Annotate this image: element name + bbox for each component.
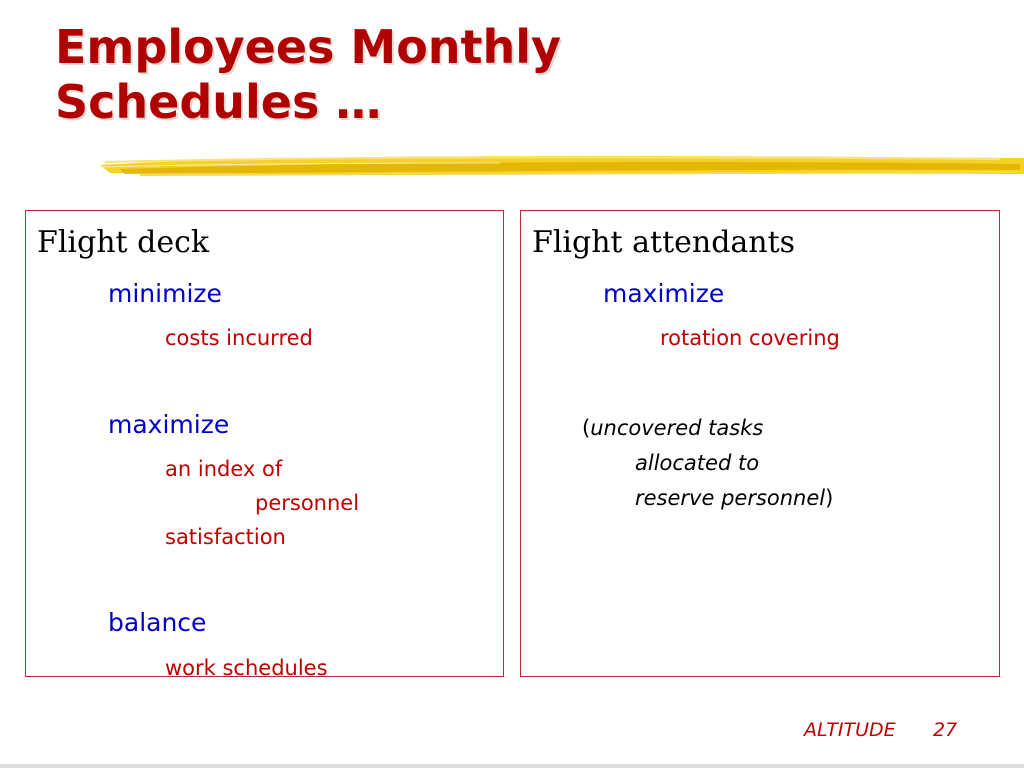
note-text-line-1: uncovered tasks [590, 416, 764, 440]
objective-target-work-schedules: work schedules [165, 656, 328, 680]
objective-verb-minimize: minimize [108, 279, 222, 308]
note-close-paren: ) [825, 486, 834, 510]
objective-target-index-line-2: personnel [255, 491, 360, 515]
note-line-1 [582, 411, 763, 446]
flight-attendants-heading: Flight attendants [532, 225, 796, 260]
flight-deck-heading: Flight deck [37, 225, 210, 260]
footer-page-number: 27 [933, 719, 958, 741]
flight-attendants-panel [520, 210, 1000, 677]
slide-title [55, 20, 561, 130]
objective-target-rotation-covering: rotation covering [660, 326, 840, 350]
flight-deck-panel [25, 210, 504, 680]
note-line-3 [635, 481, 833, 516]
slide-title-line-2: Schedules … [55, 75, 382, 130]
objective-target-index-line-1: an index of [165, 457, 283, 481]
note-line-2: allocated to [635, 451, 760, 475]
brush-stroke-divider [100, 148, 1024, 188]
objective-verb-balance: balance [108, 608, 207, 637]
footer-brand: ALTITUDE [804, 719, 896, 741]
objective-target-costs: costs incurred [165, 326, 313, 350]
objective-verb-maximize-rotation: maximize [603, 279, 725, 308]
note-open-paren: ( [582, 416, 591, 440]
note-text-line-3: reserve personnel [635, 486, 826, 510]
objective-target-index-line-3: satisfaction [165, 525, 286, 549]
bottom-rule [0, 764, 1024, 768]
objective-verb-maximize: maximize [108, 410, 230, 439]
slide-title-line-1: Employees Monthly [55, 20, 562, 74]
